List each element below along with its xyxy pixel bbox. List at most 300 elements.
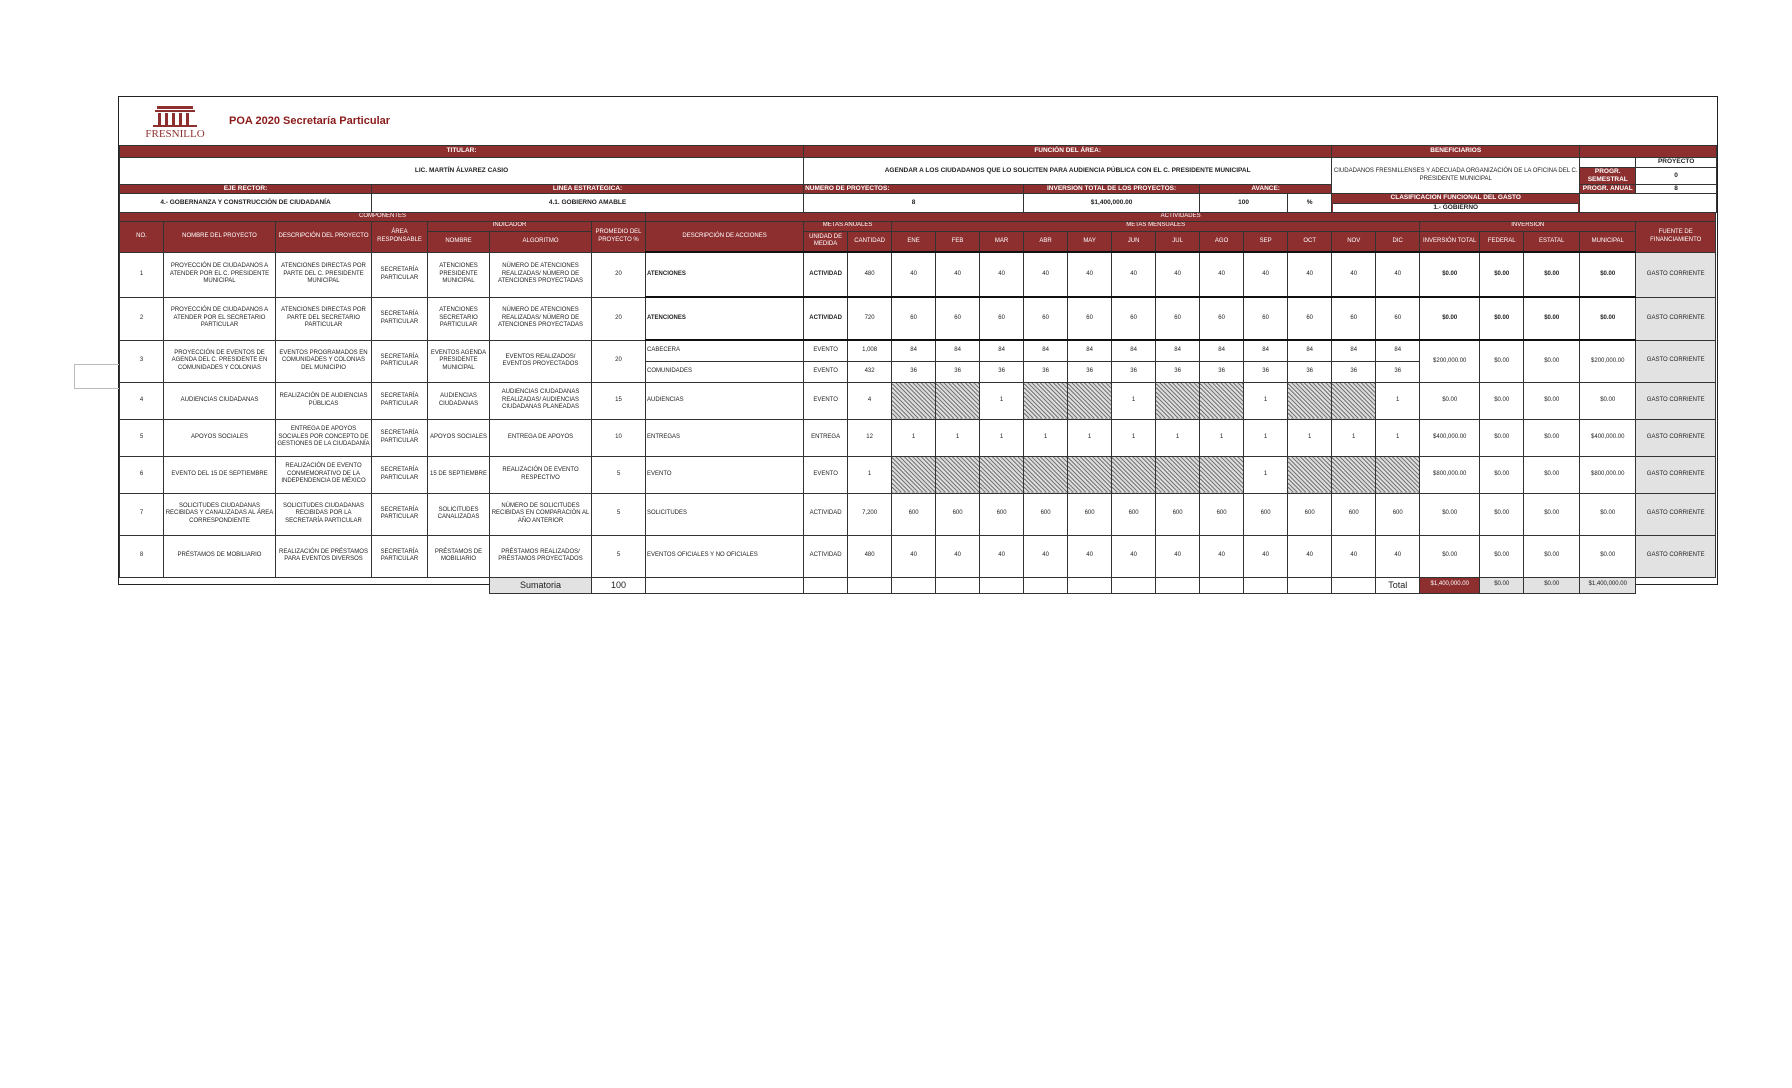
month-value — [892, 456, 936, 493]
row-fuente: GASTO CORRIENTE — [1636, 493, 1716, 535]
avance-unit: % — [1288, 194, 1332, 212]
month-value: 36 — [936, 361, 980, 382]
row-fuente: GASTO CORRIENTE — [1636, 297, 1716, 340]
footer-blank — [1200, 577, 1244, 593]
month-value — [1024, 382, 1068, 419]
row-no: 7 — [120, 493, 164, 535]
footer-blank — [804, 577, 848, 593]
month-value: 60 — [1288, 297, 1332, 340]
month-value: 84 — [1024, 340, 1068, 361]
linea-value: 4.1. GOBIERNO AMABLE — [372, 194, 804, 212]
month-value: 84 — [1244, 340, 1288, 361]
month-value: 1 — [1288, 419, 1332, 456]
row-area: SECRETARÍA PARTICULAR — [372, 297, 428, 340]
month-header: ENE — [892, 231, 936, 252]
federal-header: FEDERAL — [1480, 231, 1524, 252]
row-nombre: AUDIENCIAS CIUDADANAS — [164, 382, 276, 419]
month-header: MAY — [1068, 231, 1112, 252]
footer-blank — [646, 577, 804, 593]
month-value: 36 — [1376, 361, 1420, 382]
month-value: 600 — [1200, 493, 1244, 535]
month-value: 84 — [1112, 340, 1156, 361]
row-federal: $0.00 — [1480, 535, 1524, 577]
row-no: 2 — [120, 297, 164, 340]
poa-sheet — [118, 96, 1718, 590]
row-unidad: EVENTO — [804, 382, 848, 419]
total-estatal: $0.00 — [1524, 577, 1580, 593]
month-value — [1376, 456, 1420, 493]
row-promedio: 20 — [592, 252, 646, 297]
row-promedio: 5 — [592, 493, 646, 535]
proyecto-header-blank — [1580, 146, 1717, 158]
row-area: SECRETARÍA PARTICULAR — [372, 252, 428, 297]
row-fuente: GASTO CORRIENTE — [1636, 456, 1716, 493]
total-inv: $1,400,000.00 — [1420, 577, 1480, 593]
month-value: 40 — [1332, 535, 1376, 577]
month-value: 36 — [980, 361, 1024, 382]
footer-blank — [1156, 577, 1200, 593]
month-value: 60 — [1332, 297, 1376, 340]
month-value: 40 — [892, 252, 936, 297]
row-municipal: $400,000.00 — [1580, 419, 1636, 456]
row-estatal: $0.00 — [1524, 252, 1580, 297]
month-value: 600 — [1068, 493, 1112, 535]
month-value: 40 — [1024, 252, 1068, 297]
footer-spacer-right — [1636, 577, 1716, 593]
row-promedio: 5 — [592, 535, 646, 577]
num-proyectos-label: NÚMERO DE PROYECTOS: — [804, 185, 1024, 194]
row-inv-total: $0.00 — [1420, 297, 1480, 340]
row-algoritmo: REALIZACIÓN DE EVENTO RESPECTIVO — [490, 456, 592, 493]
month-value — [1200, 456, 1244, 493]
avance-label: AVANCE: — [1200, 185, 1332, 194]
row-descripcion: REALIZACIÓN DE EVENTO CONMEMORATIVO DE LA INDEPENDENCIA DE MÉXICO — [276, 456, 372, 493]
funcion-value: AGENDAR A LOS CIUDADANOS QUE LO SOLICITEN PARA AUDIENCIA PÚBLICA CON EL C. PRESIDENTE MUNICIPAL — [804, 158, 1332, 185]
municipal-header: MUNICIPAL — [1580, 231, 1636, 252]
num-proyectos-value: 8 — [804, 194, 1024, 212]
indicador-header: INDICADOR — [428, 221, 592, 231]
actividades-header: ACTIVIDADES — [646, 212, 1716, 221]
footer-blank — [1112, 577, 1156, 593]
row-cantidad: 12 — [848, 419, 892, 456]
month-value: 84 — [1288, 340, 1332, 361]
eje-label: EJE RECTOR: — [120, 185, 372, 194]
row-municipal: $200,000.00 — [1580, 340, 1636, 382]
month-value: 1 — [1376, 382, 1420, 419]
prog-anual-value: 8 — [1636, 185, 1717, 194]
row-cantidad: 1 — [848, 456, 892, 493]
month-header: AGO — [1200, 231, 1244, 252]
month-value: 40 — [1376, 535, 1420, 577]
row-municipal: $0.00 — [1580, 382, 1636, 419]
footer-blank — [980, 577, 1024, 593]
month-value — [892, 382, 936, 419]
algoritmo-header: ALGORITMO — [490, 231, 592, 252]
month-value: 1 — [1244, 419, 1288, 456]
footer-blank — [1068, 577, 1112, 593]
row-cantidad: 432 — [848, 361, 892, 382]
beneficiarios-value: CIUDADANOS FRESNILLENSES Y ADECUADA ORGANIZACIÓN DE LA OFICINA DEL C. PRESIDENTE MUNICIPAL — [1332, 158, 1580, 194]
month-value: 36 — [1288, 361, 1332, 382]
row-unidad: ENTREGA — [804, 419, 848, 456]
month-value: 600 — [1288, 493, 1332, 535]
row-federal: $0.00 — [1480, 340, 1524, 382]
month-value: 84 — [1068, 340, 1112, 361]
footer-blank — [936, 577, 980, 593]
month-value: 40 — [892, 535, 936, 577]
row-descripcion: ATENCIONES DIRECTAS POR PARTE DEL SECRETARIO PARTICULAR — [276, 297, 372, 340]
row-estatal: $0.00 — [1524, 535, 1580, 577]
inversion-value: $1,400,000.00 — [1024, 194, 1200, 212]
row-descripcion: SOLICITUDES CIUDADANAS RECIBIDAS POR LA SECRETARÍA PARTICULAR — [276, 493, 372, 535]
row-municipal: $0.00 — [1580, 297, 1636, 340]
month-value: 60 — [980, 297, 1024, 340]
row-accion: EVENTO — [646, 456, 804, 493]
row-nombre: PROYECCIÓN DE CIUDADANOS A ATENDER POR EL C. PRESIDENTE MUNICIPAL — [164, 252, 276, 297]
month-value — [1112, 456, 1156, 493]
row-cantidad: 720 — [848, 297, 892, 340]
month-value: 60 — [1024, 297, 1068, 340]
month-value: 1 — [1332, 419, 1376, 456]
month-value: 1 — [892, 419, 936, 456]
row-municipal: $0.00 — [1580, 252, 1636, 297]
row-cantidad: 480 — [848, 252, 892, 297]
row-descripcion: EVENTOS PROGRAMADOS EN COMUNIDADES Y COLONIAS DEL MUNICIPIO — [276, 340, 372, 382]
row-unidad: ACTIVIDAD — [804, 297, 848, 340]
month-value: 60 — [1068, 297, 1112, 340]
month-value: 40 — [1068, 535, 1112, 577]
month-value: 84 — [936, 340, 980, 361]
month-value: 40 — [1200, 535, 1244, 577]
row-algoritmo: AUDIENCIAS CIUDADANAS REALIZADAS/ AUDIENCIAS CIUDADANAS PLANEADAS — [490, 382, 592, 419]
month-value — [1156, 456, 1200, 493]
row-unidad: ACTIVIDAD — [804, 493, 848, 535]
blank-right — [1580, 194, 1717, 212]
month-value: 36 — [1156, 361, 1200, 382]
month-value — [1288, 456, 1332, 493]
titular-value: LIC. MARTÍN ÁLVAREZ CASIO — [120, 158, 804, 185]
row-estatal: $0.00 — [1524, 456, 1580, 493]
side-cell-outline — [74, 364, 119, 389]
month-header: JUN — [1112, 231, 1156, 252]
month-value: 84 — [1156, 340, 1200, 361]
month-value: 600 — [1112, 493, 1156, 535]
row-inv-total: $0.00 — [1420, 252, 1480, 297]
month-value: 1 — [1244, 382, 1288, 419]
row-estatal: $0.00 — [1524, 493, 1580, 535]
inversion-label: INVERSIÓN TOTAL DE LOS PROYECTOS: — [1024, 185, 1200, 194]
month-value: 40 — [1288, 252, 1332, 297]
row-algoritmo: PRÉSTAMOS REALIZADOS/ PRÉSTAMOS PROYECTADOS — [490, 535, 592, 577]
componentes-header: COMPONENTES — [120, 212, 646, 221]
cantidad-header: CANTIDAD — [848, 231, 892, 252]
row-federal: $0.00 — [1480, 252, 1524, 297]
month-value: 60 — [892, 297, 936, 340]
month-value: 36 — [1200, 361, 1244, 382]
month-value: 1 — [1068, 419, 1112, 456]
row-inv-total: $0.00 — [1420, 535, 1480, 577]
row-indicador: PRÉSTAMOS DE MOBILIARIO — [428, 535, 490, 577]
row-estatal: $0.00 — [1524, 419, 1580, 456]
row-estatal: $0.00 — [1524, 297, 1580, 340]
month-value: 60 — [1200, 297, 1244, 340]
month-header: OCT — [1288, 231, 1332, 252]
poa-table — [119, 145, 1717, 594]
month-value: 40 — [1244, 252, 1288, 297]
month-header: FEB — [936, 231, 980, 252]
month-header: MAR — [980, 231, 1024, 252]
row-algoritmo: NÚMERO DE ATENCIONES REALIZADAS/ NÚMERO DE ATENCIONES PROYECTADAS — [490, 297, 592, 340]
row-accion: CABECERA — [646, 340, 804, 361]
metas-mensuales-header: METAS MENSUALES — [892, 221, 1420, 231]
logo-text: FRESNILLO — [145, 128, 205, 140]
month-value: 40 — [1068, 252, 1112, 297]
month-value: 40 — [936, 252, 980, 297]
month-value: 84 — [1332, 340, 1376, 361]
row-area: SECRETARÍA PARTICULAR — [372, 456, 428, 493]
row-cantidad: 4 — [848, 382, 892, 419]
row-estatal: $0.00 — [1524, 340, 1580, 382]
row-accion: SOLICITUDES — [646, 493, 804, 535]
month-value: 84 — [980, 340, 1024, 361]
estatal-header: ESTATAL — [1524, 231, 1580, 252]
month-value: 1 — [1376, 419, 1420, 456]
row-municipal: $0.00 — [1580, 493, 1636, 535]
row-area: SECRETARÍA PARTICULAR — [372, 340, 428, 382]
month-value: 1 — [1112, 382, 1156, 419]
no-header: NO. — [120, 221, 164, 252]
month-value: 40 — [1288, 535, 1332, 577]
row-unidad: ACTIVIDAD — [804, 252, 848, 297]
row-algoritmo: NÚMERO DE SOLICITUDES RECIBIDAS EN COMPARACIÓN AL AÑO ANTERIOR — [490, 493, 592, 535]
month-value: 36 — [1068, 361, 1112, 382]
inversion-header: INVERSIÓN — [1420, 221, 1636, 231]
month-value: 40 — [1244, 535, 1288, 577]
month-value: 1 — [1024, 419, 1068, 456]
row-inv-total: $400,000.00 — [1420, 419, 1480, 456]
proyecto-label: PROYECTO — [1636, 158, 1717, 168]
total-municipal: $1,400,000.00 — [1580, 577, 1636, 593]
avance-value: 100 — [1200, 194, 1288, 212]
month-value: 600 — [1024, 493, 1068, 535]
row-indicador: ATENCIONES PRESIDENTE MUNICIPAL — [428, 252, 490, 297]
month-value: 600 — [1332, 493, 1376, 535]
month-value: 40 — [1200, 252, 1244, 297]
month-header: JUL — [1156, 231, 1200, 252]
row-indicador: AUDIENCIAS CIUDADANAS — [428, 382, 490, 419]
titular-label: TITULAR: — [120, 146, 804, 158]
row-promedio: 10 — [592, 419, 646, 456]
month-value: 1 — [980, 419, 1024, 456]
month-value: 600 — [892, 493, 936, 535]
footer-blank — [1288, 577, 1332, 593]
row-accion: EVENTOS OFICIALES Y NO OFICIALES — [646, 535, 804, 577]
row-inv-total: $200,000.00 — [1420, 340, 1480, 382]
month-value — [1068, 456, 1112, 493]
month-value: 40 — [1112, 535, 1156, 577]
row-indicador: 15 DE SEPTIEMBRE — [428, 456, 490, 493]
month-value: 600 — [1244, 493, 1288, 535]
row-estatal: $0.00 — [1524, 382, 1580, 419]
month-value: 1 — [1244, 456, 1288, 493]
sumatoria-label: Sumatoria — [490, 577, 592, 593]
row-unidad: EVENTO — [804, 456, 848, 493]
row-nombre: PROYECCIÓN DE CIUDADANOS A ATENDER POR EL SECRETARIO PARTICULAR — [164, 297, 276, 340]
row-federal: $0.00 — [1480, 297, 1524, 340]
row-municipal: $800,000.00 — [1580, 456, 1636, 493]
row-descripcion: REALIZACIÓN DE PRÉSTAMOS PARA EVENTOS DIVERSOS — [276, 535, 372, 577]
month-header: NOV — [1332, 231, 1376, 252]
month-value: 60 — [1156, 297, 1200, 340]
row-accion: COMUNIDADES — [646, 361, 804, 382]
month-value: 600 — [1156, 493, 1200, 535]
row-algoritmo: NÚMERO DE ATENCIONES REALIZADAS/ NÚMERO DE ATENCIONES PROYECTADAS — [490, 252, 592, 297]
month-value — [1332, 456, 1376, 493]
month-value: 84 — [892, 340, 936, 361]
row-area: SECRETARÍA PARTICULAR — [372, 535, 428, 577]
month-value: 1 — [1112, 419, 1156, 456]
row-cantidad: 1,008 — [848, 340, 892, 361]
prog-semestral-label: PROGR. SEMESTRAL — [1580, 168, 1636, 185]
indicador-nombre-header: NOMBRE — [428, 231, 490, 252]
month-value: 40 — [1156, 535, 1200, 577]
month-value: 36 — [1024, 361, 1068, 382]
month-value: 40 — [1024, 535, 1068, 577]
clasificacion-value: 1.- GOBIERNO — [1333, 203, 1578, 212]
footer-blank — [848, 577, 892, 593]
row-cantidad: 7,200 — [848, 493, 892, 535]
row-nombre: EVENTO DEL 15 DE SEPTIEMBRE — [164, 456, 276, 493]
area-header: ÁREA RESPONSABLE — [372, 221, 428, 252]
descripcion-proyecto-header: DESCRIPCIÓN DEL PROYECTO — [276, 221, 372, 252]
row-inv-total: $0.00 — [1420, 493, 1480, 535]
month-header: ABR — [1024, 231, 1068, 252]
proyecto-spacer — [1580, 158, 1636, 168]
month-value: 40 — [936, 535, 980, 577]
document-title: POA 2020 Secretaría Particular — [229, 115, 391, 127]
month-value — [936, 456, 980, 493]
row-promedio: 5 — [592, 456, 646, 493]
row-federal: $0.00 — [1480, 493, 1524, 535]
row-nombre: PRÉSTAMOS DE MOBILIARIO — [164, 535, 276, 577]
month-value: 60 — [1112, 297, 1156, 340]
prog-semestral-value: 0 — [1636, 168, 1717, 185]
month-value: 600 — [980, 493, 1024, 535]
total-federal: $0.00 — [1480, 577, 1524, 593]
unidad-header: UNIDAD DE MEDIDA — [804, 231, 848, 252]
row-fuente: GASTO CORRIENTE — [1636, 382, 1716, 419]
row-no: 6 — [120, 456, 164, 493]
row-inv-total: $800,000.00 — [1420, 456, 1480, 493]
month-value — [1200, 382, 1244, 419]
month-value: 36 — [1332, 361, 1376, 382]
month-value — [1288, 382, 1332, 419]
clasificacion-block — [1332, 194, 1580, 212]
row-unidad: ACTIVIDAD — [804, 535, 848, 577]
row-area: SECRETARÍA PARTICULAR — [372, 382, 428, 419]
row-descripcion: ATENCIONES DIRECTAS POR PARTE DEL C. PRESIDENTE MUNICIPAL — [276, 252, 372, 297]
month-value: 84 — [1200, 340, 1244, 361]
row-indicador: APOYOS SOCIALES — [428, 419, 490, 456]
fresnillo-logo — [135, 103, 215, 141]
row-area: SECRETARÍA PARTICULAR — [372, 493, 428, 535]
beneficiarios-label: BENEFICIARIOS — [1332, 146, 1580, 158]
row-no: 1 — [120, 252, 164, 297]
month-value — [1332, 382, 1376, 419]
row-indicador: ATENCIONES SECRETARIO PARTICULAR — [428, 297, 490, 340]
fuente-header: FUENTE DE FINANCIAMIENTO — [1636, 221, 1716, 252]
month-value: 40 — [1376, 252, 1420, 297]
month-value: 84 — [1376, 340, 1420, 361]
row-fuente: GASTO CORRIENTE — [1636, 252, 1716, 297]
month-value: 40 — [1156, 252, 1200, 297]
row-indicador: SOLICITUDES CANALIZADAS — [428, 493, 490, 535]
month-value: 40 — [980, 252, 1024, 297]
row-no: 8 — [120, 535, 164, 577]
row-fuente: GASTO CORRIENTE — [1636, 535, 1716, 577]
month-value: 60 — [1244, 297, 1288, 340]
row-nombre: PROYECCIÓN DE EVENTOS DE AGENDA DEL C. PRESIDENTE EN COMUNIDADES Y COLONIAS — [164, 340, 276, 382]
row-federal: $0.00 — [1480, 456, 1524, 493]
month-value: 1 — [980, 382, 1024, 419]
row-nombre: APOYOS SOCIALES — [164, 419, 276, 456]
month-value: 36 — [1244, 361, 1288, 382]
month-value — [1024, 456, 1068, 493]
clasificacion-label: CLASIFICACIÓN FUNCIONAL DEL GASTO — [1390, 194, 1521, 202]
inv-total-header: INVERSIÓN TOTAL — [1420, 231, 1480, 252]
row-nombre: SOLICITUDES CIUDADANAS RECIBIDAS Y CANALIZADAS AL ÁREA CORRESPONDIENTE — [164, 493, 276, 535]
row-accion: ATENCIONES — [646, 297, 804, 340]
month-value: 1 — [1156, 419, 1200, 456]
month-value — [936, 382, 980, 419]
acciones-header: DESCRIPCIÓN DE ACCIONES — [646, 221, 804, 252]
row-fuente: GASTO CORRIENTE — [1636, 340, 1716, 382]
row-cantidad: 480 — [848, 535, 892, 577]
month-value: 36 — [1112, 361, 1156, 382]
month-header: DIC — [1376, 231, 1420, 252]
month-value: 40 — [1112, 252, 1156, 297]
month-value: 600 — [936, 493, 980, 535]
month-value — [980, 456, 1024, 493]
metas-anuales-header: METAS ANUALES — [804, 221, 892, 231]
funcion-label: FUNCIÓN DEL ÁREA: — [804, 146, 1332, 158]
promedio-header: PROMEDIO DEL PROYECTO % — [592, 221, 646, 252]
row-accion: ENTREGAS — [646, 419, 804, 456]
row-unidad: EVENTO — [804, 340, 848, 361]
row-promedio: 20 — [592, 297, 646, 340]
row-unidad: EVENTO — [804, 361, 848, 382]
row-federal: $0.00 — [1480, 419, 1524, 456]
row-inv-total: $0.00 — [1420, 382, 1480, 419]
row-no: 5 — [120, 419, 164, 456]
sheet-header — [119, 97, 1717, 145]
row-fuente: GASTO CORRIENTE — [1636, 419, 1716, 456]
row-algoritmo: ENTREGA DE APOYOS — [490, 419, 592, 456]
footer-blank — [1244, 577, 1288, 593]
sumatoria-value: 100 — [592, 577, 646, 593]
footer-blank — [892, 577, 936, 593]
month-header: SEP — [1244, 231, 1288, 252]
row-descripcion: REALIZACIÓN DE AUDIENCIAS PÚBLICAS — [276, 382, 372, 419]
month-value: 40 — [1332, 252, 1376, 297]
month-value — [1156, 382, 1200, 419]
row-no: 4 — [120, 382, 164, 419]
nombre-proyecto-header: NOMBRE DEL PROYECTO — [164, 221, 276, 252]
prog-anual-label: PROGR. ANUAL — [1580, 185, 1636, 194]
month-value: 40 — [980, 535, 1024, 577]
row-municipal: $0.00 — [1580, 535, 1636, 577]
row-accion: ATENCIONES — [646, 252, 804, 297]
